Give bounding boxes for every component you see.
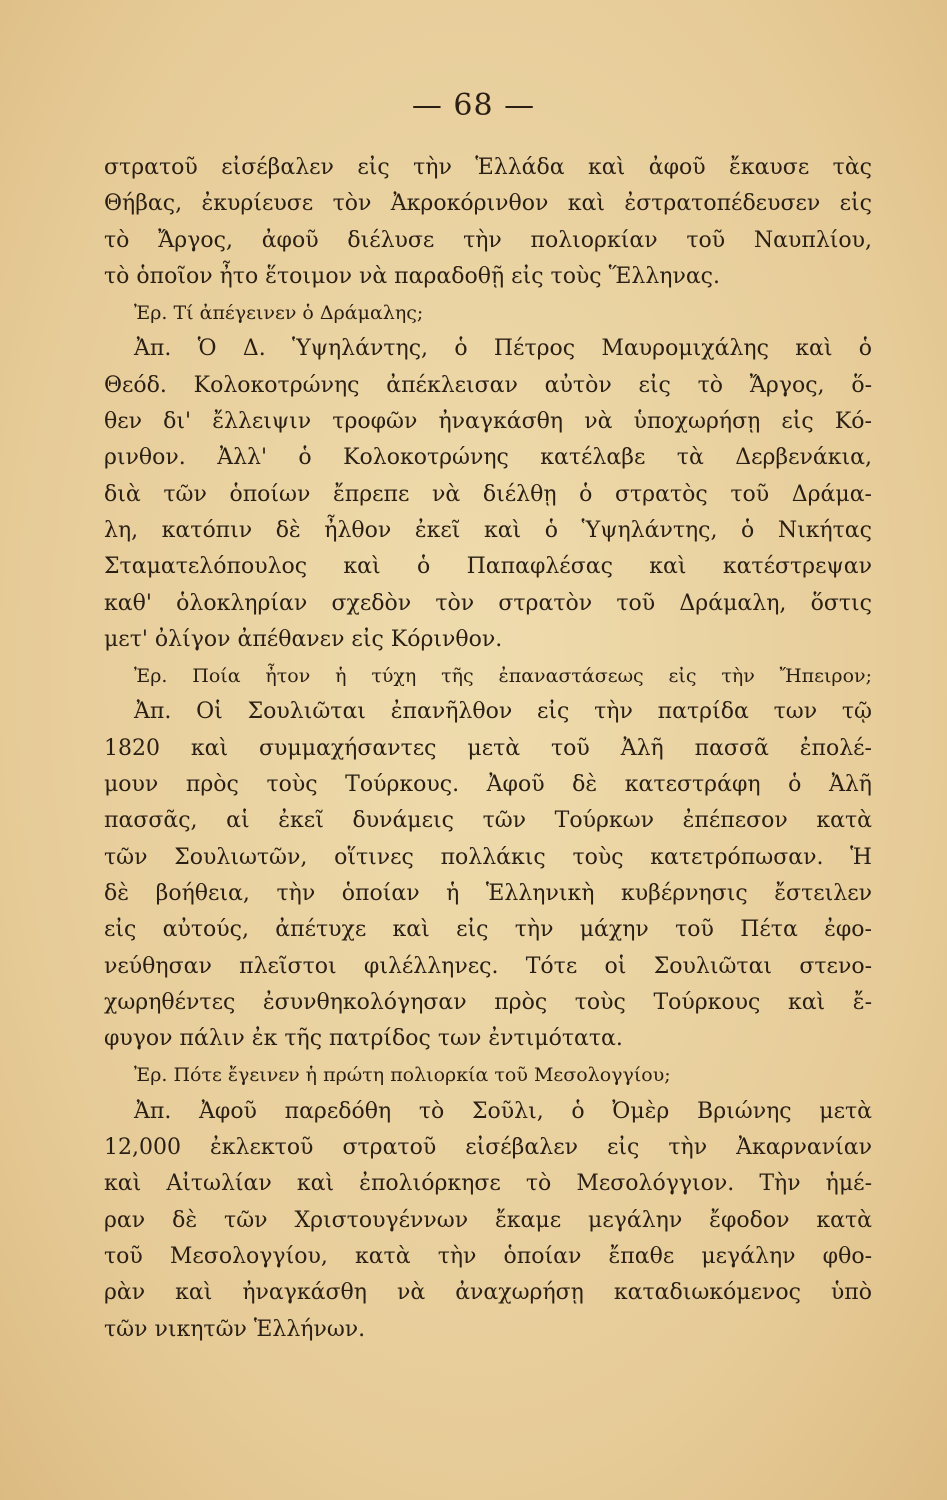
text-line: τῶν Σουλιωτῶν, οἵτινες πολλάκις τοὺς κατετρόπωσαν. Ἡ — [104, 844, 872, 870]
text-line: χωρηθέντες ἐσυνθηκολόγησαν πρὸς τοὺς Τούρκους καὶ ἔ- — [104, 989, 872, 1015]
text-line: μουν πρὸς τοὺς Τούρκους. Ἀφοῦ δὲ κατεστράφη ὁ Ἀλῆ — [104, 772, 872, 798]
text-line: τῶν νικητῶν Ἑλλήνων. — [104, 1316, 366, 1342]
text-line: 12,000 ἐκλεκτοῦ στρατοῦ εἰσέβαλεν εἰς τὴν Ἀκαρνανίαν — [104, 1135, 872, 1161]
text-line: Θήβας, ἐκυρίευσε τὸν Ἀκροκόρινθον καὶ ἐστρατοπέδευσεν εἰς — [104, 191, 872, 217]
text-line: λη, κατόπιν δὲ ἦλθον ἐκεῖ καὶ ὁ Ὑψηλάντης, ὁ Νικήτας — [104, 517, 872, 543]
page-number: — 68 — — [411, 88, 536, 123]
text-line: μετ' ὀλίγον ἀπέθανεν εἰς Κόρινθον. — [104, 626, 503, 652]
text-line: τὸ ὁποῖον ἦτο ἕτοιμον νὰ παραδοθῇ εἰς τοὺς Ἕλληνας. — [104, 263, 720, 289]
text-line: Ἐρ. Πότε ἔγεινεν ἡ πρώτη πολιορκία τοῦ Μεσολογγίου; — [134, 1064, 671, 1087]
text-line: Σταματελόπουλος καὶ ὁ Παπαφλέσας καὶ κατέστρεψαν — [104, 554, 872, 580]
text-line: φυγον πάλιν ἐκ τῆς πατρίδος των ἐντιμότατα. — [104, 1026, 623, 1052]
text-line: Ἐρ. Τί ἀπέγεινεν ὁ Δράμαλης; — [134, 302, 424, 325]
text-line: στρατοῦ εἰσέβαλεν εἰς τὴν Ἑλλάδα καὶ ἀφοῦ ἔκαυσε τὰς — [104, 155, 872, 180]
text-line: καθ' ὁλοκληρίαν σχεδὸν τὸν στρατὸν τοῦ Δράμαλη, ὅστις — [104, 590, 872, 616]
text-line: διὰ τῶν ὁποίων ἔπρεπε νὰ διέλθῃ ὁ στρατὸς τοῦ Δράμα- — [104, 481, 872, 507]
text-line: θεν δι' ἔλλειψιν τροφῶν ἠναγκάσθη νὰ ὑποχωρήσῃ εἰς Κό- — [104, 409, 872, 435]
text-line: τοῦ Μεσολογγίου, κατὰ τὴν ὁποίαν ἔπαθε μεγάλην φθο- — [104, 1243, 872, 1269]
text-line: Ἀπ. Οἱ Σουλιῶται ἐπανῆλθον εἰς τὴν πατρίδα των τῷ — [134, 699, 872, 725]
text-line: Ἀπ. Ἀφοῦ παρεδόθη τὸ Σοῦλι, ὁ Ὀμὲρ Βριώνης μετὰ — [134, 1098, 872, 1124]
text-line: νεύθησαν πλεῖστοι φιλέλληνες. Τότε οἱ Σουλιῶται στενο- — [104, 953, 872, 979]
text-line: καὶ Αἰτωλίαν καὶ ἐπολιόρκησε τὸ Μεσολόγγιον. Τὴν ἡμέ- — [104, 1171, 872, 1197]
text-line: ραν δὲ τῶν Χριστουγέννων ἔκαμε μεγάλην ἔφοδον κατὰ — [104, 1207, 872, 1233]
text-line: δὲ βοήθεια, τὴν ὁποίαν ἡ Ἑλληνικὴ κυβέρνησις ἔστειλεν — [104, 880, 872, 906]
text-line: εἰς αὐτούς, ἀπέτυχε καὶ εἰς τὴν μάχην τοῦ Πέτα ἐφο- — [104, 917, 872, 943]
text-line: τὸ Ἄργος, ἀφοῦ διέλυσε τὴν πολιορκίαν τοῦ Ναυπλίου, — [104, 227, 872, 253]
text-line: πασσᾶς, αἱ ἐκεῖ δυνάμεις τῶν Τούρκων ἐπέπεσον κατὰ — [104, 808, 872, 834]
text-line: Ἀπ. Ὁ Δ. Ὑψηλάντης, ὁ Πέτρος Μαυρομιχάλης καὶ ὁ — [134, 336, 872, 362]
page-text — [104, 150, 872, 1348]
text-line: Θεόδ. Κολοκοτρώνης ἀπέκλεισαν αὐτὸν εἰς τὸ Ἄργος, ὅ- — [104, 372, 872, 398]
text-line: ρινθον. Ἀλλ' ὁ Κολοκοτρώνης κατέλαβε τὰ Δερβενάκια, — [104, 445, 872, 471]
text-line: Ἐρ. Ποία ἦτον ἡ τύχη τῆς ἐπαναστάσεως εἰς τὴν Ἤπειρον; — [134, 665, 872, 688]
text-line: 1820 καὶ συμμαχήσαντες μετὰ τοῦ Ἀλῆ πασσᾶ ἐπολέ- — [104, 735, 872, 761]
text-line: ρὰν καὶ ἠναγκάσθη νὰ ἀναχωρήσῃ καταδιωκόμενος ὑπὸ — [104, 1280, 872, 1306]
